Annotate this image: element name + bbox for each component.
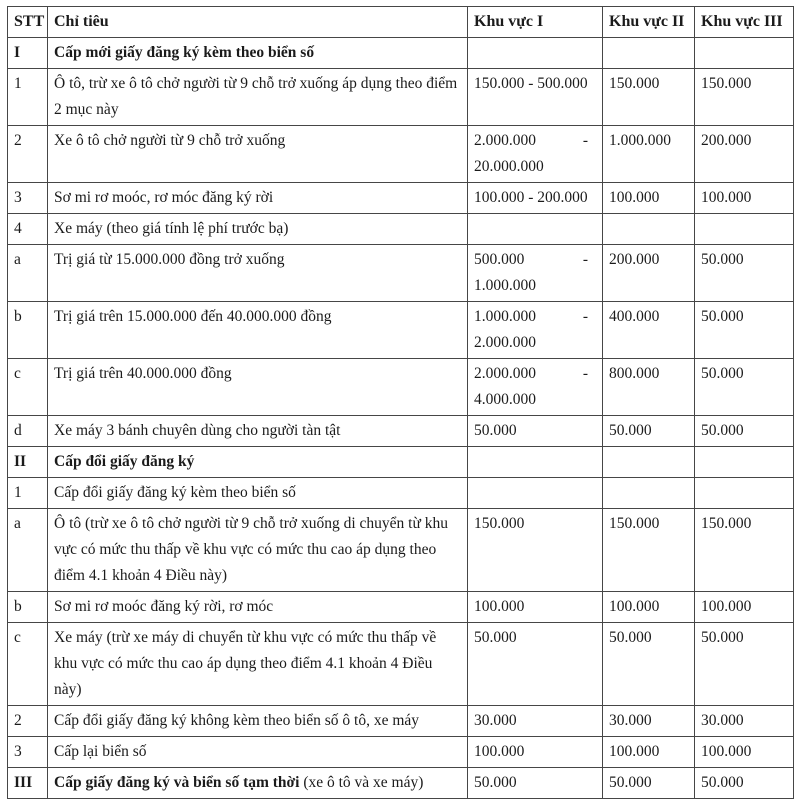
table-row <box>8 447 794 478</box>
fee-value-kv2: 200.000 <box>603 245 695 302</box>
fee-value-kv2: 150.000 <box>603 509 695 592</box>
table-row <box>8 737 794 768</box>
fee-value-kv2 <box>603 447 695 478</box>
fee-value-kv1: 100.000 <box>468 737 603 768</box>
row-label <box>48 69 468 126</box>
row-label-text: Cấp đổi giấy đăng ký kèm theo biển số <box>54 484 296 501</box>
range-dash: - <box>582 132 588 149</box>
fee-value-kv1 <box>468 245 603 302</box>
fee-value-kv2 <box>603 38 695 69</box>
column-header-khu-vuc-2: Khu vực II <box>603 7 695 38</box>
row-stt: 1 <box>8 478 48 509</box>
range-dash: - <box>582 308 588 325</box>
row-label-suffix: (xe ô tô và xe máy) <box>299 774 424 791</box>
row-label <box>48 302 468 359</box>
row-label-text: Trị giá trên 15.000.000 đến 40.000.000 đồng <box>54 308 332 325</box>
fee-value-kv1 <box>468 302 603 359</box>
table-row <box>8 592 794 623</box>
fee-table-body <box>8 38 794 799</box>
fee-range-line2: 1.000.000 <box>474 277 536 294</box>
row-stt: 1 <box>8 69 48 126</box>
fee-value-kv3: 50.000 <box>695 302 794 359</box>
row-label <box>48 447 468 478</box>
row-label-text: Trị giá trên 40.000.000 đồng <box>54 365 232 382</box>
column-header-khu-vuc-3: Khu vực III <box>695 7 794 38</box>
row-label-text: Cấp lại biển số <box>54 743 147 760</box>
fee-value-kv1: 50.000 <box>468 623 603 706</box>
table-row <box>8 706 794 737</box>
table-row <box>8 69 794 126</box>
row-stt: 2 <box>8 706 48 737</box>
table-header-row <box>8 7 794 38</box>
fee-value-kv2: 100.000 <box>603 183 695 214</box>
column-header-chi-tieu: Chỉ tiêu <box>48 7 468 38</box>
row-stt: III <box>8 768 48 799</box>
row-label-text: Xe máy 3 bánh chuyên dùng cho người tàn tật <box>54 422 341 439</box>
row-stt: 2 <box>8 126 48 183</box>
fee-value-kv2: 1.000.000 <box>603 126 695 183</box>
fee-value-kv2 <box>603 478 695 509</box>
fee-value-kv2: 150.000 <box>603 69 695 126</box>
row-stt: d <box>8 416 48 447</box>
fee-value-kv1 <box>468 478 603 509</box>
fee-value-kv3: 150.000 <box>695 69 794 126</box>
row-label <box>48 478 468 509</box>
row-stt: c <box>8 623 48 706</box>
row-label-text: Ô tô, trừ xe ô tô chở người từ 9 chỗ trở xuống áp dụng theo điểm 2 mục này <box>54 75 458 118</box>
fee-value-kv3: 100.000 <box>695 183 794 214</box>
row-label-text: Cấp đổi giấy đăng ký không kèm theo biển số ô tô, xe máy <box>54 712 420 729</box>
fee-value-kv2: 400.000 <box>603 302 695 359</box>
fee-value-kv3: 100.000 <box>695 592 794 623</box>
row-label <box>48 737 468 768</box>
row-label <box>48 214 468 245</box>
fee-value-kv3 <box>695 447 794 478</box>
row-stt: 3 <box>8 737 48 768</box>
row-label <box>48 592 468 623</box>
row-label-text: Xe máy (theo giá tính lệ phí trước bạ) <box>54 220 289 237</box>
row-stt: II <box>8 447 48 478</box>
fee-value-kv2: 50.000 <box>603 768 695 799</box>
fee-value-kv3: 50.000 <box>695 359 794 416</box>
row-label-text: Cấp giấy đăng ký và biển số tạm thời <box>54 774 300 791</box>
fee-range-line1: 2.000.000 - <box>474 361 596 387</box>
fee-value-kv2: 100.000 <box>603 737 695 768</box>
fee-value-kv3: 200.000 <box>695 126 794 183</box>
fee-value-kv3: 50.000 <box>695 245 794 302</box>
row-label-text: Cấp đổi giấy đăng ký <box>54 453 195 470</box>
row-label <box>48 509 468 592</box>
row-stt: a <box>8 509 48 592</box>
row-stt: I <box>8 38 48 69</box>
fee-range-line1: 500.000 - <box>474 247 596 273</box>
fee-value-kv2 <box>603 214 695 245</box>
fee-range-line1: 2.000.000 - <box>474 128 596 154</box>
fee-range-line1: 1.000.000 - <box>474 304 596 330</box>
fee-value-kv1 <box>468 38 603 69</box>
table-row <box>8 509 794 592</box>
row-label-text: Sơ mi rơ moóc, rơ móc đăng ký rời <box>54 189 274 206</box>
fee-value-kv2: 50.000 <box>603 416 695 447</box>
row-stt: 4 <box>8 214 48 245</box>
table-row <box>8 183 794 214</box>
range-dash: - <box>582 251 588 268</box>
row-label <box>48 38 468 69</box>
table-row <box>8 245 794 302</box>
fee-value-kv1: 150.000 - 500.000 <box>468 69 603 126</box>
fee-value-kv3: 150.000 <box>695 509 794 592</box>
fee-table <box>7 6 794 799</box>
table-row <box>8 623 794 706</box>
fee-value-kv1: 30.000 <box>468 706 603 737</box>
row-label <box>48 245 468 302</box>
fee-value-kv2: 100.000 <box>603 592 695 623</box>
fee-value-kv2: 50.000 <box>603 623 695 706</box>
row-label <box>48 183 468 214</box>
fee-value-kv1 <box>468 359 603 416</box>
row-stt: b <box>8 592 48 623</box>
fee-value-kv3 <box>695 478 794 509</box>
row-label <box>48 623 468 706</box>
row-label <box>48 126 468 183</box>
row-label-text: Ô tô (trừ xe ô tô chở người từ 9 chỗ trở xuống di chuyển từ khu vực có mức thu thấp về khu vực có mức thu cao áp dụng theo điểm 4.1 khoản 4 Điều này) <box>54 515 448 584</box>
row-label-text: Sơ mi rơ moóc đăng ký rời, rơ móc <box>54 598 274 615</box>
column-header-khu-vuc-1: Khu vực I <box>468 7 603 38</box>
fee-value-kv3 <box>695 214 794 245</box>
row-stt: a <box>8 245 48 302</box>
table-row <box>8 38 794 69</box>
fee-value-kv3: 100.000 <box>695 737 794 768</box>
fee-range-line2: 4.000.000 <box>474 391 536 408</box>
fee-value-kv3: 50.000 <box>695 416 794 447</box>
fee-range-line2: 20.000.000 <box>474 158 544 175</box>
fee-value-kv1 <box>468 447 603 478</box>
table-row <box>8 768 794 799</box>
fee-value-kv3 <box>695 38 794 69</box>
table-row <box>8 359 794 416</box>
fee-value-kv3: 30.000 <box>695 706 794 737</box>
table-row <box>8 302 794 359</box>
range-dash: - <box>582 365 588 382</box>
row-stt: 3 <box>8 183 48 214</box>
row-label-text: Xe máy (trừ xe máy di chuyển từ khu vực có mức thu thấp về khu vực có mức thu cao áp dụng theo điểm 4.1 khoản 4 Điều này) <box>54 629 437 698</box>
table-row <box>8 214 794 245</box>
fee-value-kv2: 800.000 <box>603 359 695 416</box>
fee-value-kv1 <box>468 126 603 183</box>
fee-value-kv1: 100.000 - 200.000 <box>468 183 603 214</box>
fee-value-kv2: 30.000 <box>603 706 695 737</box>
table-row <box>8 478 794 509</box>
fee-value-kv1: 50.000 <box>468 768 603 799</box>
fee-value-kv1: 150.000 <box>468 509 603 592</box>
row-stt: c <box>8 359 48 416</box>
row-label-text: Trị giá từ 15.000.000 đồng trở xuống <box>54 251 285 268</box>
table-row <box>8 126 794 183</box>
fee-value-kv1 <box>468 214 603 245</box>
fee-value-kv1: 100.000 <box>468 592 603 623</box>
fee-range-line2: 2.000.000 <box>474 334 536 351</box>
row-label-text: Cấp mới giấy đăng ký kèm theo biển số <box>54 44 315 61</box>
table-row <box>8 416 794 447</box>
row-label <box>48 416 468 447</box>
row-stt: b <box>8 302 48 359</box>
fee-value-kv3: 50.000 <box>695 768 794 799</box>
row-label <box>48 768 468 799</box>
column-header-stt: STT <box>8 7 48 38</box>
fee-value-kv1: 50.000 <box>468 416 603 447</box>
row-label <box>48 359 468 416</box>
row-label <box>48 706 468 737</box>
fee-value-kv3: 50.000 <box>695 623 794 706</box>
row-label-text: Xe ô tô chở người từ 9 chỗ trở xuống <box>54 132 286 149</box>
